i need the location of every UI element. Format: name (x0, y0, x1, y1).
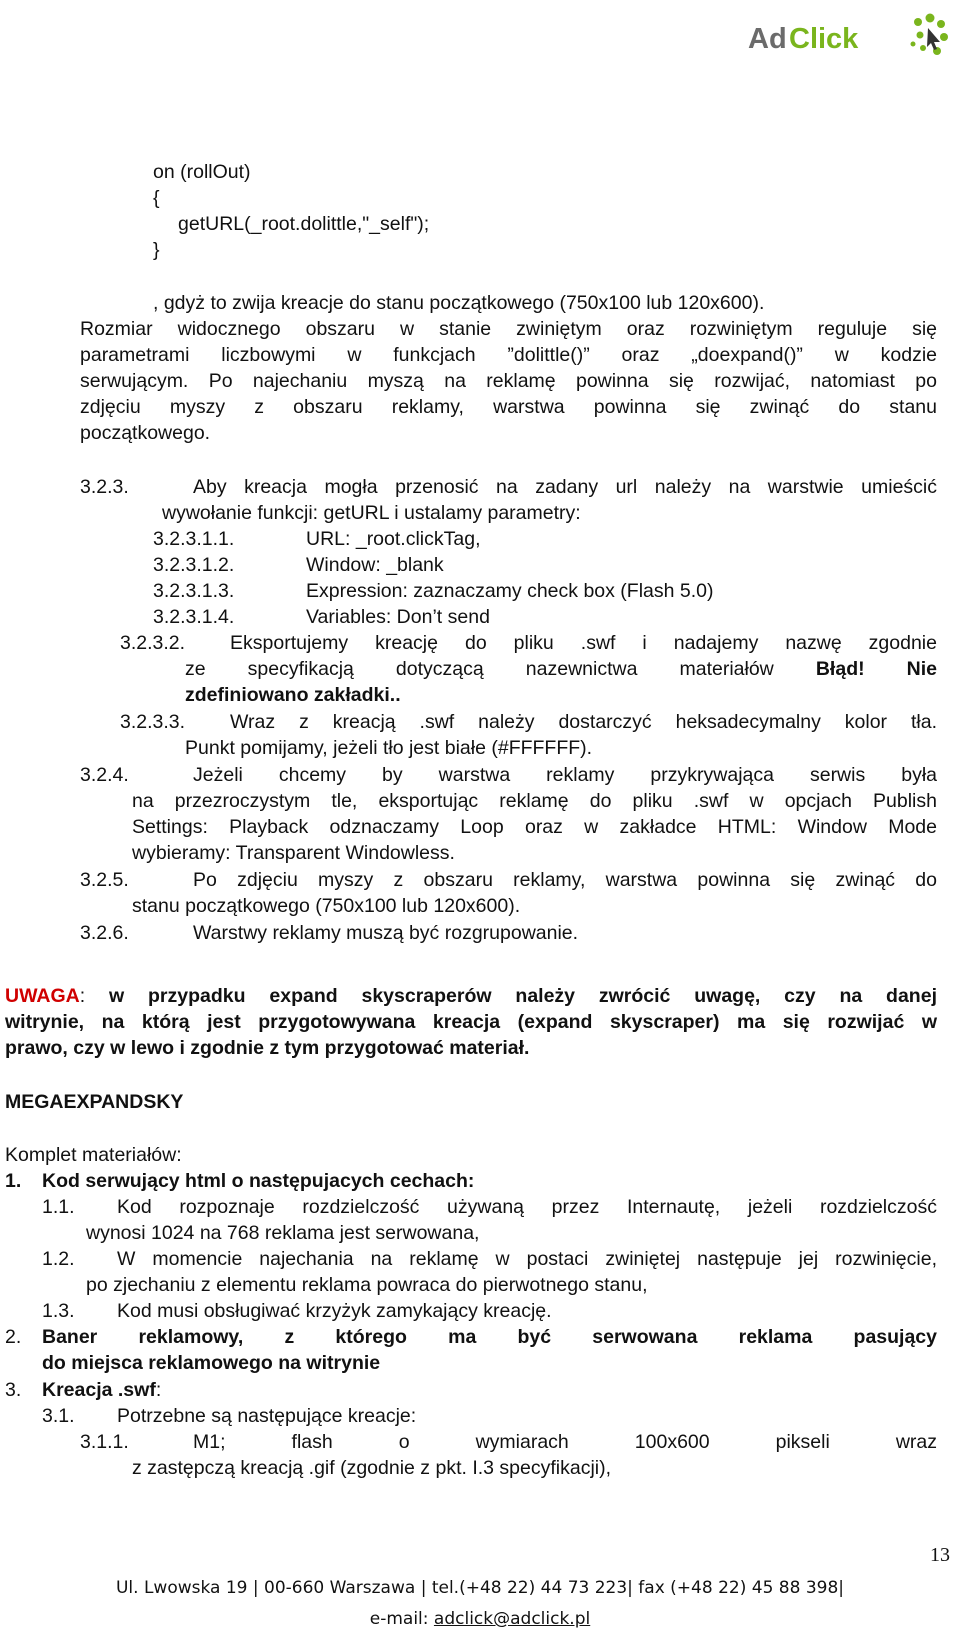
list-number: 3.2.3.3. (120, 711, 186, 733)
warning-text: prawo, czy w lewo i zgodnie z tym przygotować materiał. (5, 1037, 530, 1059)
section-text: Warstwy reklamy muszą być rozgrupowanie. (193, 922, 579, 944)
paragraph-line: zdjęciu myszy z obszaru reklamy, warstwa powinna się zwinąć do stanu (80, 396, 937, 418)
paragraph-line: , gdyż to zwija kreacje do stanu początkowego (750x100 lub 120x600). (153, 292, 765, 314)
paragraph-line: serwującym. Po najechaniu myszą na reklamę powinna się rozwijać, natomiast po (80, 370, 937, 392)
list-item: Kod rozpoznaje rozdzielczość używaną przez Internautę, jeżeli rozdzielczość (117, 1196, 937, 1218)
warning-text: witrynie, na którą jest przygotowywana kreacja (expand skyscraper) ma się rozwijać w (5, 1011, 937, 1033)
code-line: } (153, 239, 160, 261)
list-number: 1. (5, 1170, 22, 1192)
section-number: 3.2.4. (80, 764, 129, 786)
list-number: 3.1.1. (80, 1431, 129, 1453)
footer-email-label: e-mail: (369, 1609, 434, 1629)
list-item: Variables: Don’t send (306, 606, 490, 628)
code-line: { (153, 187, 160, 209)
warning-colon: : (79, 985, 86, 1007)
section-text: Settings: Playback odznaczamy Loop oraz w zakładce HTML: Window Mode (132, 816, 937, 838)
list-item: Window: _blank (306, 554, 444, 576)
list-item-colon: : (155, 1379, 162, 1401)
list-item: z zastępczą kreacją .gif (zgodnie z pkt. I.3 specyfikacji), (132, 1457, 612, 1479)
adclick-logo (748, 8, 948, 58)
list-number: 1.3. (42, 1300, 75, 1322)
list-item: Potrzebne są następujące kreacje: (117, 1405, 417, 1427)
list-item: Kod serwujący html o następujacych cechach: (42, 1170, 475, 1192)
list-item: Kod musi obsługiwać krzyżyk zamykający kreację. (117, 1300, 552, 1322)
error-text-period: . (395, 684, 401, 706)
warning-text: w przypadku expand skyscraperów należy zwrócić uwagę, czy na danej (85, 985, 937, 1007)
list-number: 1.2. (42, 1248, 75, 1270)
list-item: M1; flash o wymiarach 100x600 pikseli wraz (193, 1431, 937, 1453)
list-number: 3.2.3.1.2. (153, 554, 235, 576)
list-item: Punkt pomijamy, jeżeli tło jest białe (#FFFFFF). (185, 737, 593, 759)
svg-text:Click: Click (789, 23, 859, 55)
list-item: URL: _root.clickTag, (306, 528, 481, 550)
list-item: Kreacja .swf (42, 1379, 156, 1401)
section-number: 3.2.5. (80, 869, 129, 891)
code-line: getURL(_root.dolittle,"_self"); (178, 213, 430, 235)
list-item: do miejsca reklamowego na witrynie (42, 1352, 381, 1374)
list-number: 2. (5, 1326, 22, 1348)
section-text: wybieramy: Transparent Windowless. (132, 842, 455, 864)
list-item: Baner reklamowy, z którego ma być serwowana reklama pasujący (42, 1326, 937, 1348)
footer-email-line (0, 1609, 960, 1629)
list-number: 3. (5, 1379, 22, 1401)
list-item: W momencie najechania na reklamę w postaci zwiniętej następuje jej rozwinięcie, (117, 1248, 937, 1270)
list-caption: Komplet materiałów: (5, 1144, 182, 1166)
list-item-text: ze specyfikacją dotyczącą nazewnictwa materiałów (185, 658, 816, 680)
warning-line (5, 983, 937, 1009)
footer-email-link[interactable]: adclick@adclick.pl (433, 1609, 591, 1629)
section-text: na przezroczystym tle, eksportując reklamę do pliku .swf w opcjach Publish (132, 790, 937, 812)
list-item: wynosi 1024 na 768 reklama jest serwowana, (86, 1222, 480, 1244)
paragraph-line: początkowego. (80, 422, 211, 444)
section-text: Po zdjęciu myszy z obszaru reklamy, warstwa powinna się zwinąć do (193, 869, 937, 891)
list-number: 3.2.3.1.3. (153, 580, 235, 602)
warning-label: UWAGA (5, 985, 80, 1007)
adclick-logo-graphic (748, 8, 948, 58)
error-text: Błąd! Nie (815, 658, 937, 680)
svg-text:Ad: Ad (748, 23, 787, 55)
page-number: 13 (930, 1544, 950, 1566)
code-line: on (rollOut) (153, 161, 251, 183)
list-number: 1.1. (42, 1196, 75, 1218)
paragraph-line: Rozmiar widocznego obszaru w stanie zwiniętym oraz rozwiniętym reguluje się (80, 318, 937, 340)
list-item: Eksportujemy kreację do pliku .swf i nadajemy nazwę zgodnie (230, 632, 937, 654)
list-item: Wraz z kreacją .swf należy dostarczyć heksadecymalny kolor tła. (230, 711, 937, 733)
list-item-line (185, 656, 937, 682)
paragraph-line: parametrami liczbowymi w funkcjach ”dolittle()” oraz „doexpand()” w kodzie (80, 344, 937, 366)
section-text: Jeżeli chcemy by warstwa reklamy przykrywająca serwis była (193, 764, 937, 786)
section-text: stanu początkowego (750x100 lub 120x600). (132, 895, 521, 917)
section-heading: MEGAEXPANDSKY (5, 1091, 184, 1113)
list-number: 3.2.3.1.4. (153, 606, 235, 628)
list-item-line (42, 1377, 161, 1403)
list-number: 3.2.3.2. (120, 632, 186, 654)
list-item: po zjechaniu z elementu reklama powraca do pierwotnego stanu, (86, 1274, 648, 1296)
footer-address: Ul. Lwowska 19 | 00-660 Warszawa | tel.(+48 22) 44 73 223| fax (+48 22) 45 88 398| (115, 1578, 845, 1598)
section-number: 3.2.6. (80, 922, 129, 944)
list-number: 3.1. (42, 1405, 75, 1427)
error-text: zdefiniowano zakładki. (185, 684, 396, 706)
section-text: Aby kreacja mogła przenosić na zadany url należy na warstwie umieścić (193, 476, 937, 498)
section-number: 3.2.3. (80, 476, 129, 498)
list-number: 3.2.3.1.1. (153, 528, 235, 550)
section-text: wywołanie funkcji: getURL i ustalamy parametry: (162, 502, 581, 524)
list-item: Expression: zaznaczamy check box (Flash 5.0) (306, 580, 714, 602)
list-item-line (185, 682, 401, 708)
